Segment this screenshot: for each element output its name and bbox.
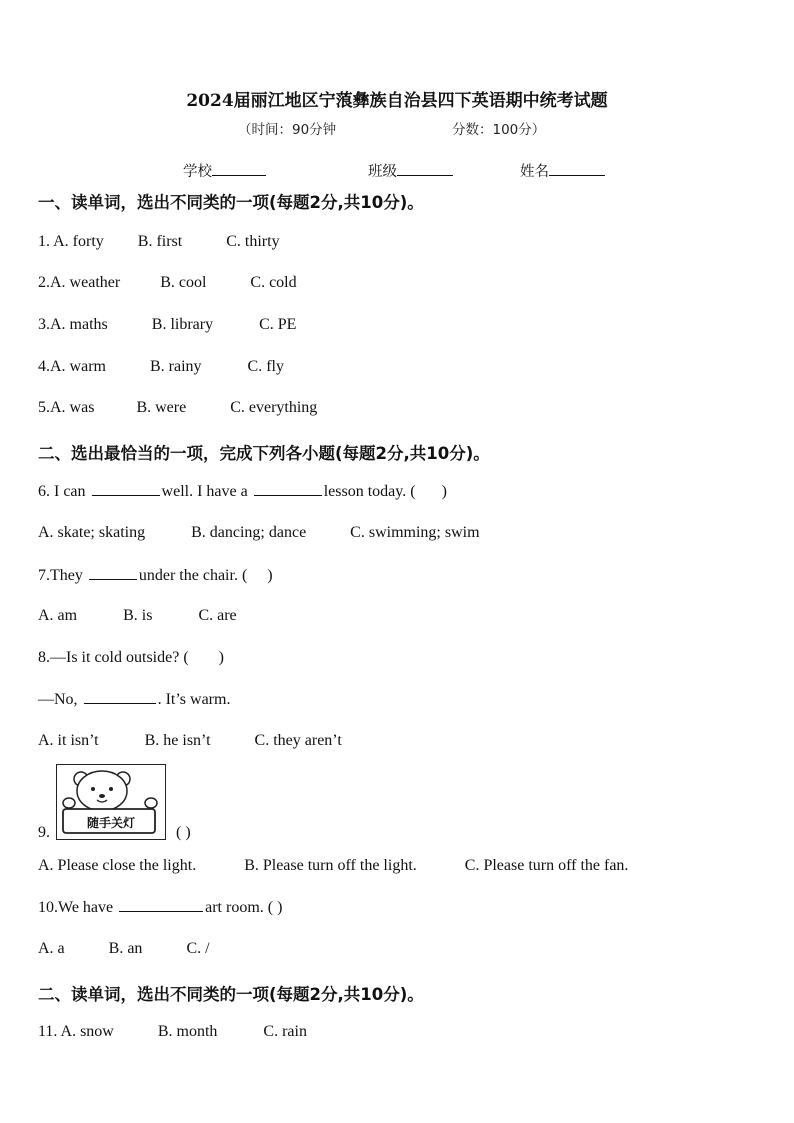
- q6-text-2: well. I have a: [161, 483, 252, 500]
- section-2-heading: 二、选出最恰当的一项，完成下列各小题(每题2分,共10分)。: [38, 444, 490, 463]
- q7-text-1: 7.They: [38, 567, 87, 584]
- turn-off-light-sign-image: [56, 764, 166, 840]
- exam-score: 分数：100分）: [452, 122, 546, 138]
- q8-text-1: 8.—Is it cold outside? (: [38, 649, 189, 666]
- q4-option-c: C. fly: [247, 358, 284, 375]
- question-4: [38, 358, 284, 376]
- question-7-options: [38, 607, 237, 625]
- q1-option-b: B. first: [137, 233, 183, 250]
- question-6-options: [38, 524, 480, 542]
- q3-number: 3: [38, 316, 46, 333]
- q11-option-a: . A. snow: [53, 1023, 114, 1040]
- q11-number: 11: [38, 1023, 54, 1040]
- school-label: 学校: [183, 164, 212, 180]
- q6-text-3: lesson today. (: [323, 483, 416, 500]
- question-8-line-2: [38, 690, 230, 709]
- q6-text-1: 6. I can: [38, 483, 90, 500]
- q6-option-c: C. swimming; swim: [350, 524, 480, 541]
- q3-option-b: B. library: [151, 316, 214, 333]
- question-11: [38, 1023, 307, 1041]
- q2-number: 2: [38, 274, 46, 291]
- q10-option-c: C. /: [186, 940, 210, 957]
- q10-text-2: art room. ( ): [205, 899, 283, 916]
- q1-option-c: C. thirty: [226, 233, 280, 250]
- q9-option-c: C. Please turn off the fan.: [464, 857, 629, 874]
- q9-option-b: B. Please turn off the light.: [244, 857, 417, 874]
- q4-option-a: .A. warm: [46, 358, 106, 375]
- question-8: [38, 649, 224, 667]
- q2-option-c: C. cold: [250, 274, 297, 291]
- name-label: 姓名: [520, 164, 549, 180]
- q7-option-b: B. is: [123, 607, 153, 624]
- q5-option-a: .A. was: [46, 399, 95, 416]
- page-title: 2024届丽江地区宁蒗彝族自治县四下英语期中统考试题: [186, 91, 608, 111]
- q2-option-a: .A. weather: [46, 274, 121, 291]
- q3-option-c: C. PE: [259, 316, 297, 333]
- q7-text-3: ): [267, 567, 273, 584]
- sign-text: 随手关灯: [86, 816, 135, 830]
- school-field[interactable]: [183, 160, 266, 181]
- question-6: [38, 482, 447, 501]
- q8-text-3: —No,: [38, 691, 82, 708]
- q8-blank[interactable]: [84, 690, 156, 704]
- q3-option-a: .A. maths: [46, 316, 108, 333]
- q11-option-b: B. month: [157, 1023, 218, 1040]
- q2-option-b: B. cool: [160, 274, 207, 291]
- q8-option-b: B. he isn’t: [144, 732, 211, 749]
- q1-number: 1: [38, 233, 46, 250]
- question-2: [38, 274, 297, 292]
- question-9-paren: ( ): [176, 824, 191, 841]
- q6-blank-2[interactable]: [254, 482, 322, 496]
- q10-option-a: A. a: [38, 940, 65, 957]
- q7-option-c: C. are: [198, 607, 237, 624]
- q10-text-1: 10.We have: [38, 899, 118, 916]
- q7-option-a: A. am: [38, 607, 78, 624]
- q5-number: 5: [38, 399, 46, 416]
- q8-text-2: ): [218, 649, 224, 666]
- name-field[interactable]: [520, 160, 605, 181]
- q6-option-a: A. skate; skating: [38, 524, 146, 541]
- q5-option-b: B. were: [136, 399, 187, 416]
- class-field[interactable]: [368, 160, 453, 181]
- q6-option-b: B. dancing; dance: [191, 524, 307, 541]
- section-1-heading: 一、读单词，选出不同类的一项(每题2分,共10分)。: [38, 193, 424, 212]
- q10-blank[interactable]: [119, 898, 203, 912]
- question-9-number: 9.: [38, 824, 50, 841]
- q8-option-a: A. it isn’t: [38, 732, 99, 749]
- question-1: [38, 233, 280, 251]
- q7-blank[interactable]: [89, 566, 137, 580]
- q9-option-a: A. Please close the light.: [38, 857, 197, 874]
- q5-option-c: C. everything: [230, 399, 318, 416]
- question-9-options: [38, 857, 628, 875]
- q1-option-a: . A. forty: [46, 233, 104, 250]
- exam-time: （时间：90分钟: [238, 122, 337, 138]
- question-8-options: [38, 732, 342, 750]
- q10-option-b: B. an: [108, 940, 143, 957]
- q4-number: 4: [38, 358, 46, 375]
- q4-option-b: B. rainy: [149, 358, 202, 375]
- class-label: 班级: [368, 164, 397, 180]
- q11-option-c: C. rain: [263, 1023, 307, 1040]
- q6-text-4: ): [441, 483, 447, 500]
- question-7: [38, 566, 273, 585]
- question-10: [38, 898, 282, 917]
- q6-blank-1[interactable]: [92, 482, 160, 496]
- section-3-heading: 二、读单词，选出不同类的一项(每题2分,共10分)。: [38, 985, 424, 1004]
- q8-option-c: C. they aren’t: [254, 732, 342, 749]
- question-10-options: [38, 940, 210, 958]
- question-5: [38, 399, 317, 417]
- q7-text-2: under the chair. (: [138, 567, 248, 584]
- q8-text-4: . It’s warm.: [157, 691, 231, 708]
- question-3: [38, 316, 296, 334]
